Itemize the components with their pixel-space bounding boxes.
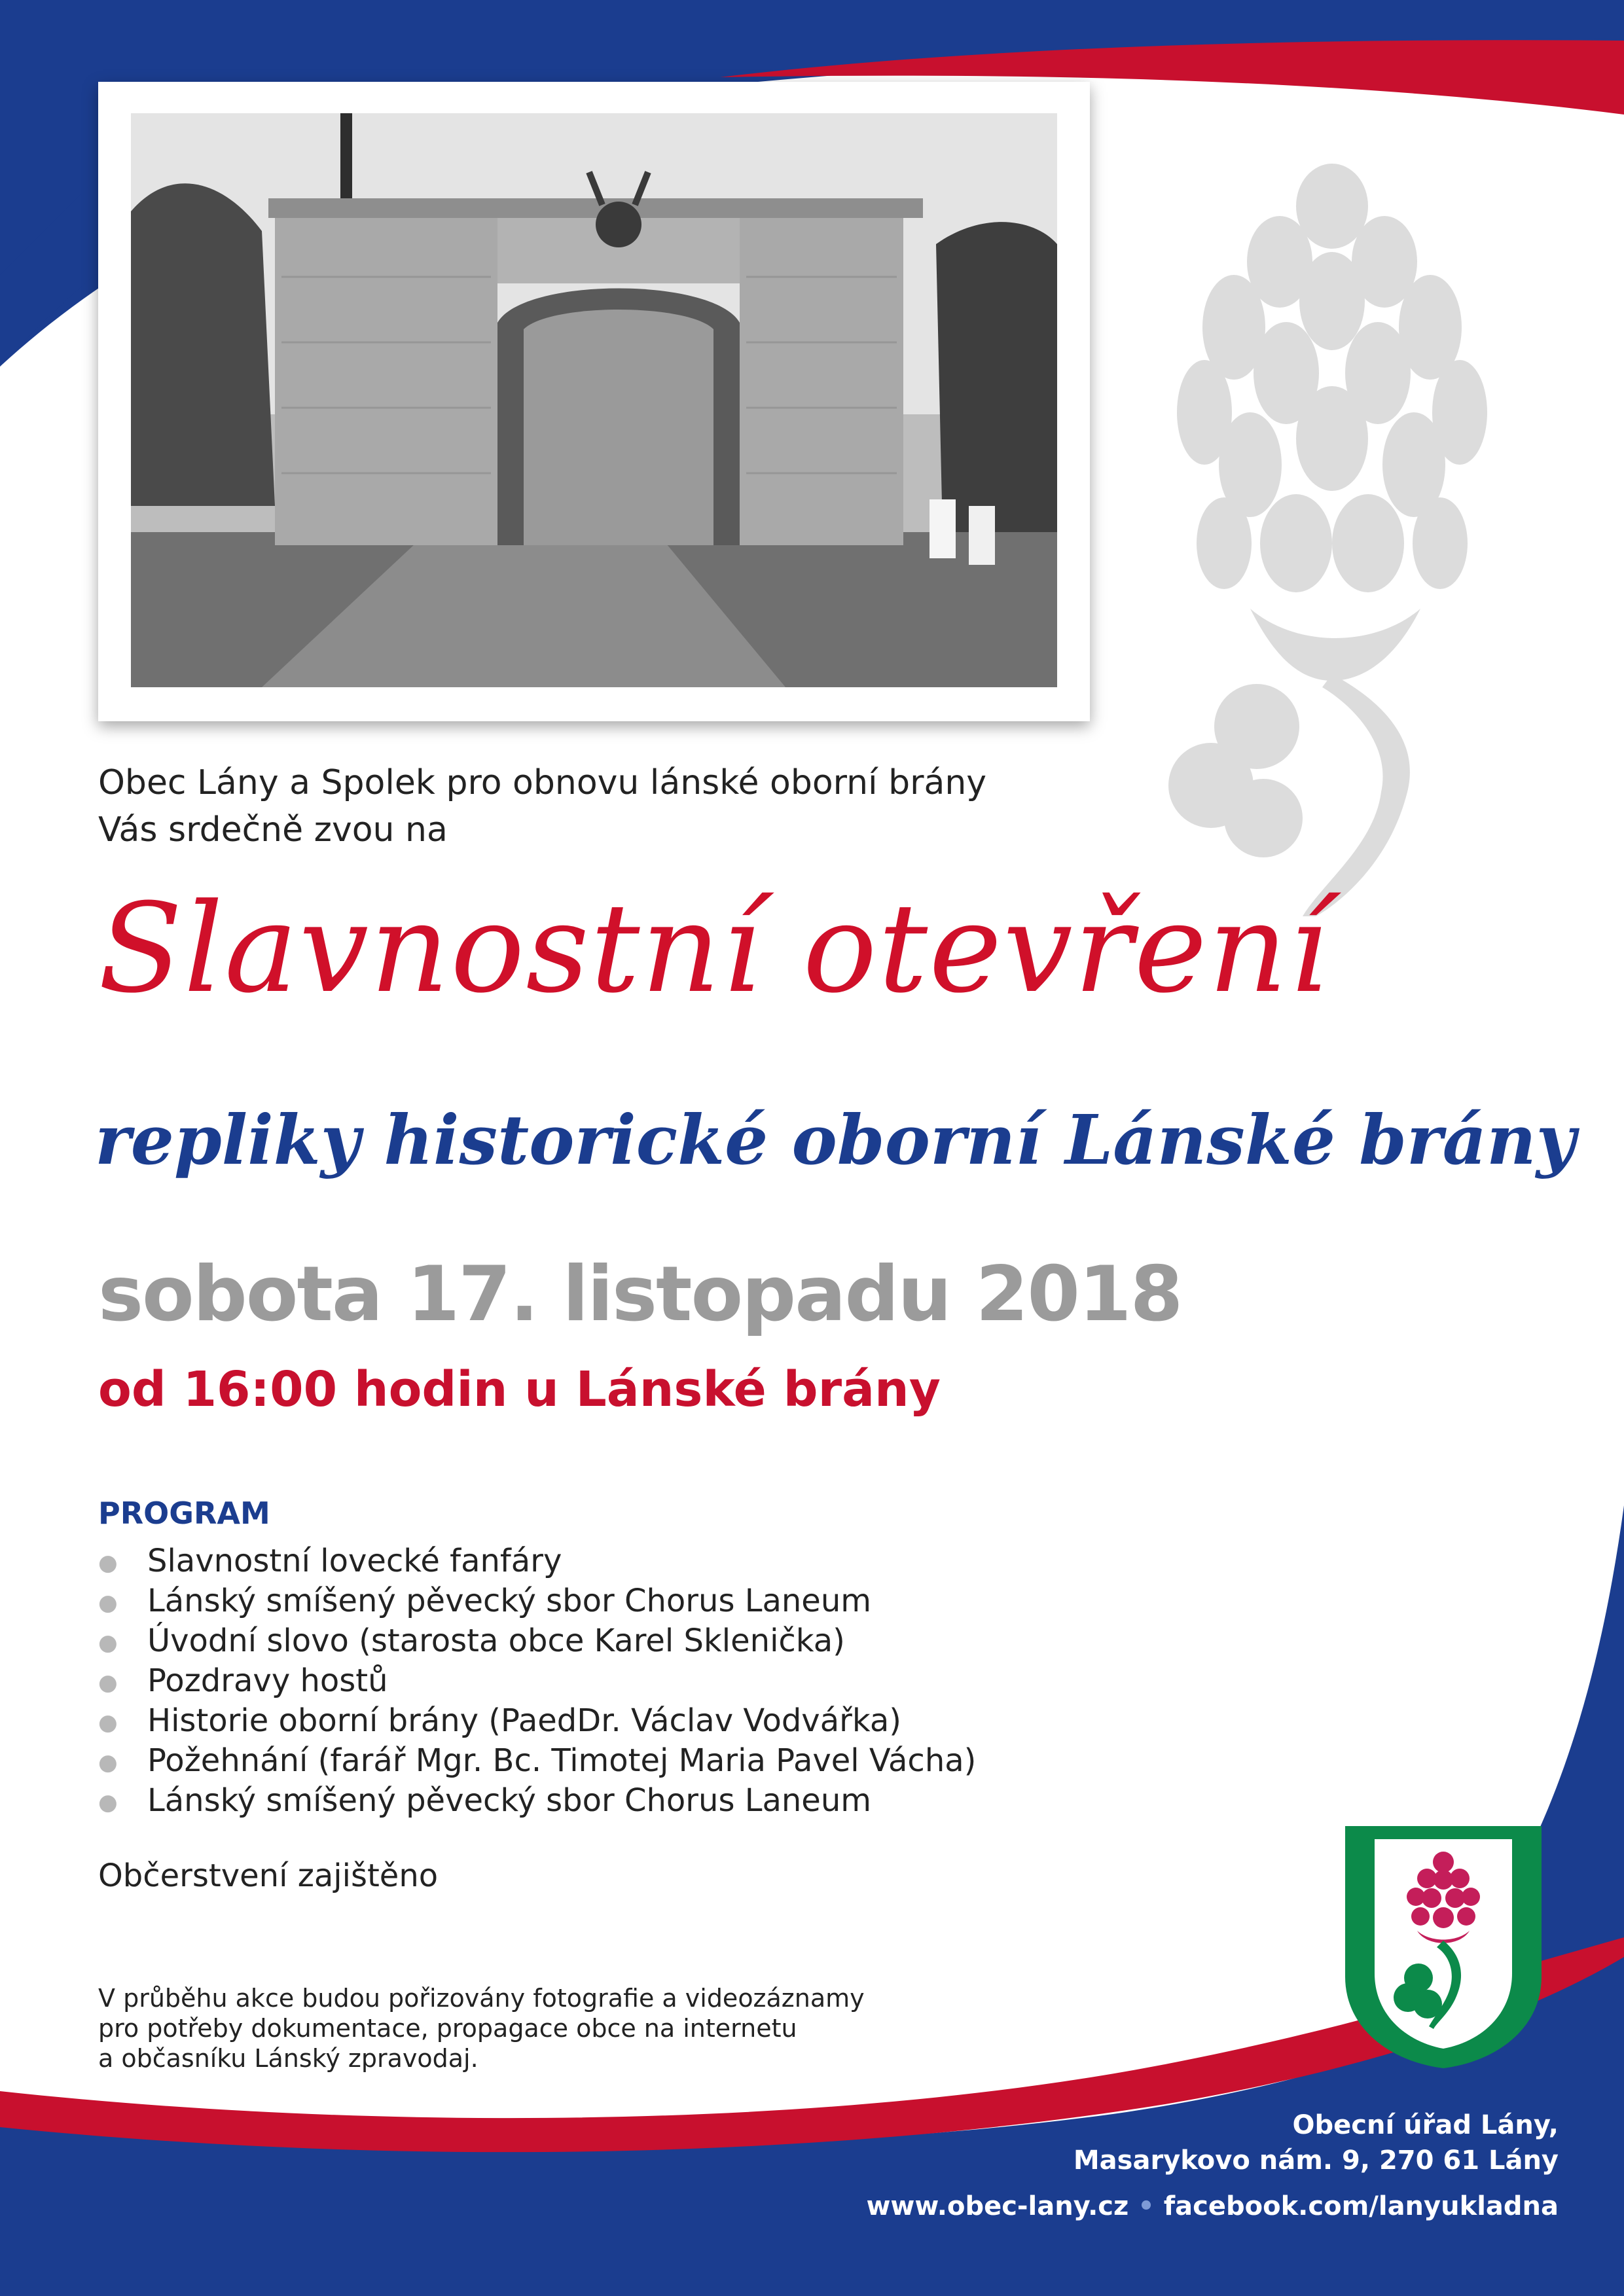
invitation-line-2: Vás srdečně zvou na <box>98 810 448 850</box>
bullet-icon: ● <box>98 1709 118 1736</box>
refreshments-note: Občerstvení zajištěno <box>98 1857 439 1894</box>
program-item: Pozdravy hostů <box>147 1662 388 1699</box>
program-item: Historie oborní brány (PaedDr. Václav Vodvářka) <box>147 1702 901 1739</box>
office-address: Masarykovo nám. 9, 270 61 Lány <box>1073 2145 1559 2176</box>
office-name: Obecní úřad Lány, <box>1292 2110 1559 2140</box>
list-item <box>98 1581 976 1621</box>
village-crest-icon <box>1345 1826 1542 2068</box>
notice-line-2: pro potřeby dokumentace, propagace obce na internetu <box>98 2014 797 2043</box>
event-title: Slavnostní otevření <box>98 877 1330 1020</box>
event-time-place: od 16:00 hodin u Lánské brány <box>98 1361 941 1418</box>
separator-dot: • <box>1138 2191 1155 2221</box>
historic-gate-photo <box>98 82 1090 721</box>
list-item <box>98 1741 976 1781</box>
list-item <box>98 1541 976 1581</box>
program-item: Slavnostní lovecké fanfáry <box>147 1543 562 1579</box>
list-item <box>98 1621 976 1661</box>
clover-decoration <box>1165 164 1506 916</box>
program-item: Úvodní slovo (starosta obce Karel Sklenička) <box>147 1623 845 1659</box>
bullet-icon: ● <box>98 1789 118 1816</box>
program-item: Lánský smíšený pěvecký sbor Chorus Laneum <box>147 1583 871 1619</box>
bullet-icon: ● <box>98 1669 118 1696</box>
bullet-icon: ● <box>98 1549 118 1576</box>
list-item <box>98 1701 976 1741</box>
website-link[interactable]: www.obec-lany.cz <box>866 2191 1129 2221</box>
notice-line-1: V průběhu akce budou pořizovány fotografie a videozáznamy <box>98 1984 865 2013</box>
program-list <box>98 1541 976 1821</box>
notice-line-3: a občasníku Lánský zpravodaj. <box>98 2044 478 2073</box>
list-item <box>98 1661 976 1701</box>
event-subtitle: repliky historické oborní Lánské brány <box>95 1100 1576 1180</box>
program-item: Lánský smíšený pěvecký sbor Chorus Laneum <box>147 1782 871 1819</box>
bullet-icon: ● <box>98 1629 118 1656</box>
program-item: Požehnání (farář Mgr. Bc. Timotej Maria Pavel Vácha) <box>147 1742 977 1779</box>
bullet-icon: ● <box>98 1749 118 1776</box>
program-heading: PROGRAM <box>98 1496 270 1531</box>
invitation-text <box>98 759 986 853</box>
facebook-link[interactable]: facebook.com/lanyukladna <box>1163 2191 1559 2221</box>
footer-address <box>1074 2108 1559 2178</box>
footer-links <box>866 2191 1559 2221</box>
event-date: sobota 17. listopadu 2018 <box>98 1250 1182 1338</box>
photo-notice <box>98 1983 865 2073</box>
list-item <box>98 1781 976 1821</box>
invitation-line-1: Obec Lány a Spolek pro obnovu lánské oborní brány <box>98 763 987 802</box>
bullet-icon: ● <box>98 1589 118 1616</box>
